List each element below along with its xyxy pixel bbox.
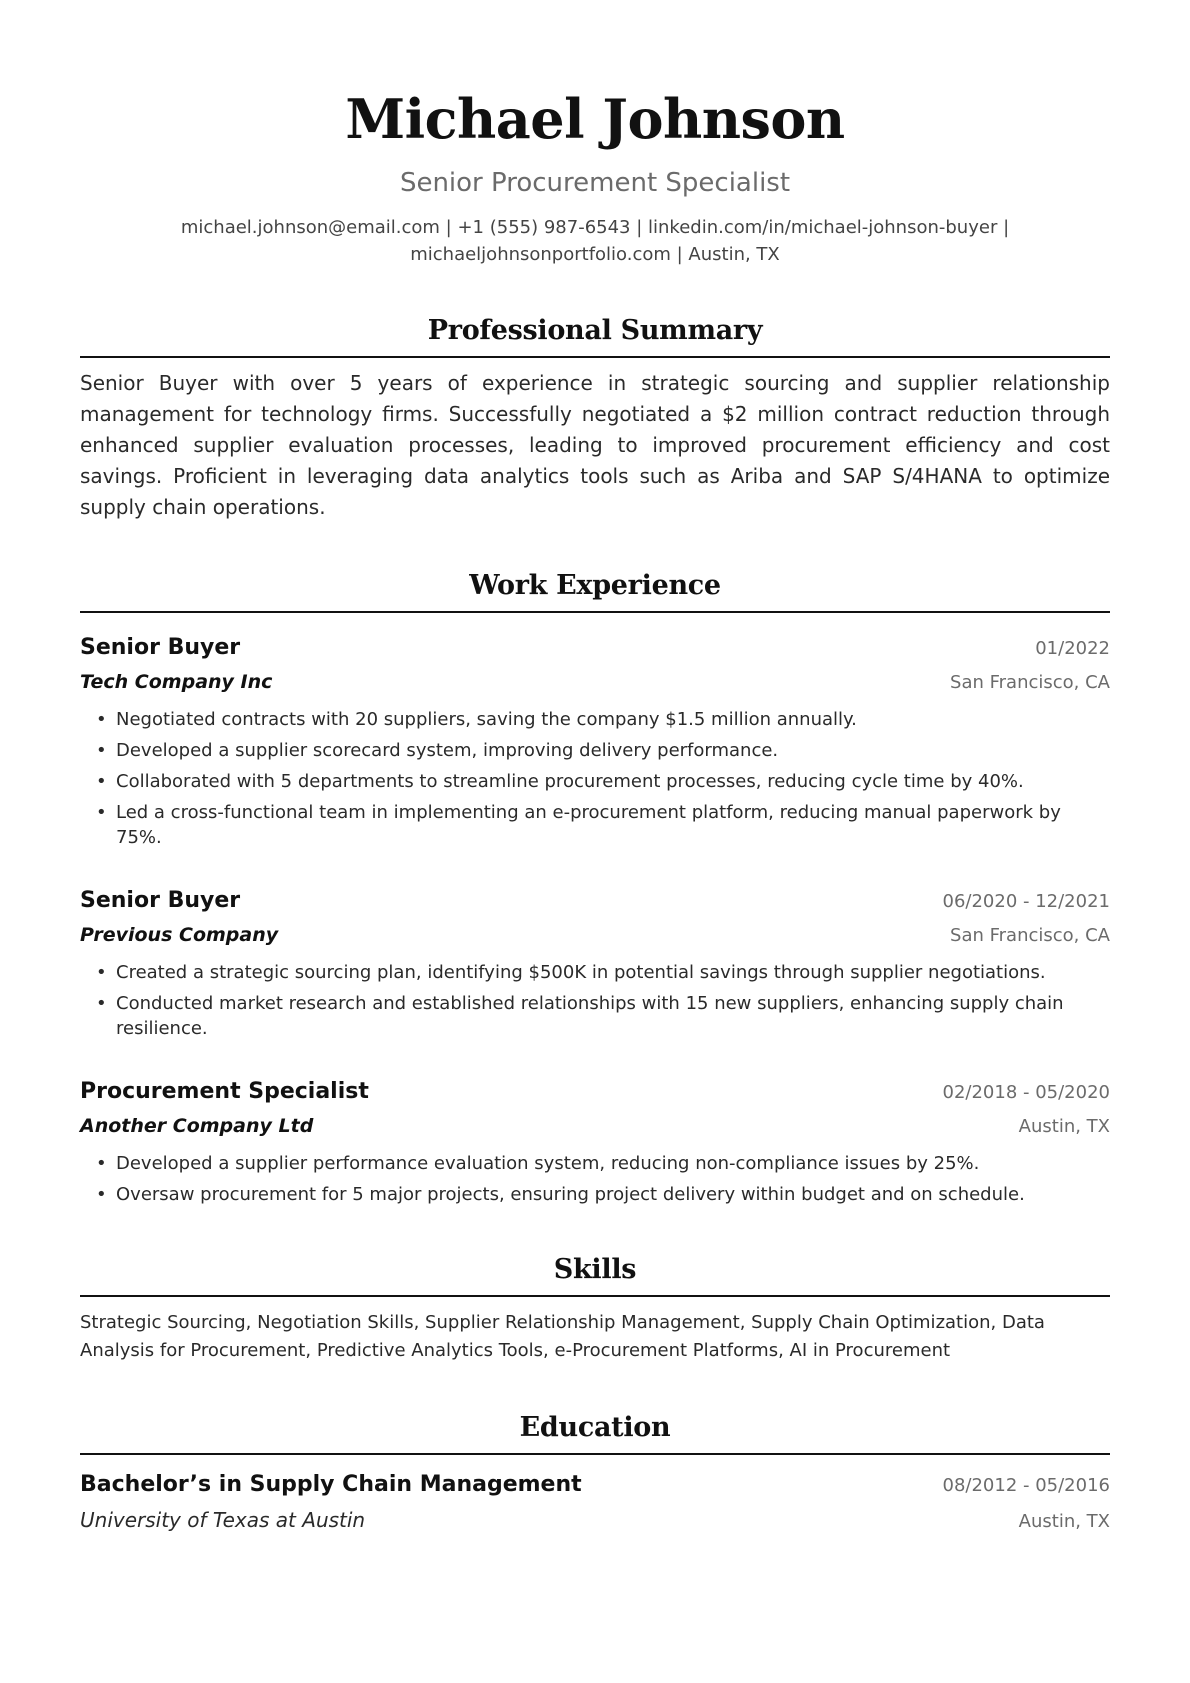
job-dates: 02/2018 - 05/2020 (942, 1082, 1110, 1103)
summary-section (80, 312, 1110, 523)
bullet-item: • Collaborated with 5 departments to streamline procurement processes, reducing cycle time by 40%. (116, 769, 1110, 794)
company-name: Previous Company (80, 924, 279, 946)
summary-text: Senior Buyer with over 5 years of experience in strategic sourcing and supplier relationship management for technology firms. Successfully negotiated a $2 million contract reduction through enhanced supplier evaluation processes, leading to improved procurement efficiency and cost savings. Proficient in leveraging data analytics tools such as Ariba and SAP S/4HANA to optimize supply chain operations. (80, 371, 1110, 519)
section-heading-experience: Work Experience (80, 567, 1110, 613)
section-heading-skills: Skills (80, 1251, 1110, 1297)
education-entry (80, 1467, 1110, 1538)
job-title: Senior Buyer (80, 888, 241, 913)
bullet-item: • Negotiated contracts with 20 suppliers, saving the company $1.5 million annually. (116, 707, 1110, 732)
bullet-item: • Developed a supplier performance evaluation system, reducing non-compliance issues by 25%. (116, 1151, 1110, 1176)
school-name: University of Texas at Austin (80, 1508, 366, 1532)
bullet-item: • Led a cross-functional team in implementing an e-procurement platform, reducing manual paperwork by 75%. (116, 800, 1110, 850)
skills-list: Strategic Sourcing, Negotiation Skills, Supplier Relationship Management, Supply Chain Optimization, Data Analysis for Procurement, Predictive Analytics Tools, e-Procurement Platforms, AI in Procurement (80, 1312, 1045, 1361)
job-location: San Francisco, CA (950, 925, 1110, 946)
job-dates: 06/2020 - 12/2021 (942, 891, 1110, 912)
bullet-item: • Oversaw procurement for 5 major projects, ensuring project delivery within budget and on schedule. (116, 1182, 1110, 1207)
job-entry (80, 1075, 1110, 1207)
candidate-name: Michael Johnson (345, 87, 845, 151)
education-location: Austin, TX (1018, 1511, 1110, 1532)
job-entry (80, 884, 1110, 1041)
section-heading-summary: Professional Summary (80, 312, 1110, 358)
bullet-item: • Developed a supplier scorecard system, improving delivery performance. (116, 738, 1110, 763)
skills-section (80, 1251, 1110, 1365)
contact-line-1: michael.johnson@email.com | +1 (555) 987-6543 | linkedin.com/in/michael-johnson-buyer | (180, 217, 1010, 238)
experience-section (80, 567, 1110, 1207)
job-entry (80, 631, 1110, 850)
job-bullets (80, 960, 1110, 1041)
job-title: Senior Buyer (80, 635, 241, 660)
contact-line-2: michaeljohnsonportfolio.com | Austin, TX (410, 244, 780, 265)
job-title: Procurement Specialist (80, 1079, 369, 1104)
degree-name: Bachelor’s in Supply Chain Management (80, 1472, 582, 1497)
candidate-role: Senior Procurement Specialist (399, 168, 791, 198)
job-location: Austin, TX (1018, 1116, 1110, 1137)
contact-info (80, 214, 1110, 268)
education-section (80, 1409, 1110, 1538)
job-dates: 01/2022 (1035, 638, 1110, 659)
bullet-item: • Conducted market research and established relationships with 15 new suppliers, enhancing supply chain resilience. (116, 991, 1110, 1041)
company-name: Tech Company Inc (80, 671, 273, 693)
job-location: San Francisco, CA (950, 672, 1110, 693)
bullet-item: • Created a strategic sourcing plan, identifying $500K in potential savings through supplier negotiations. (116, 960, 1110, 985)
job-bullets (80, 707, 1110, 850)
education-dates: 08/2012 - 05/2016 (942, 1475, 1110, 1496)
section-heading-education: Education (80, 1409, 1110, 1455)
job-bullets (80, 1151, 1110, 1207)
resume-header (80, 0, 1110, 268)
company-name: Another Company Ltd (80, 1115, 314, 1137)
